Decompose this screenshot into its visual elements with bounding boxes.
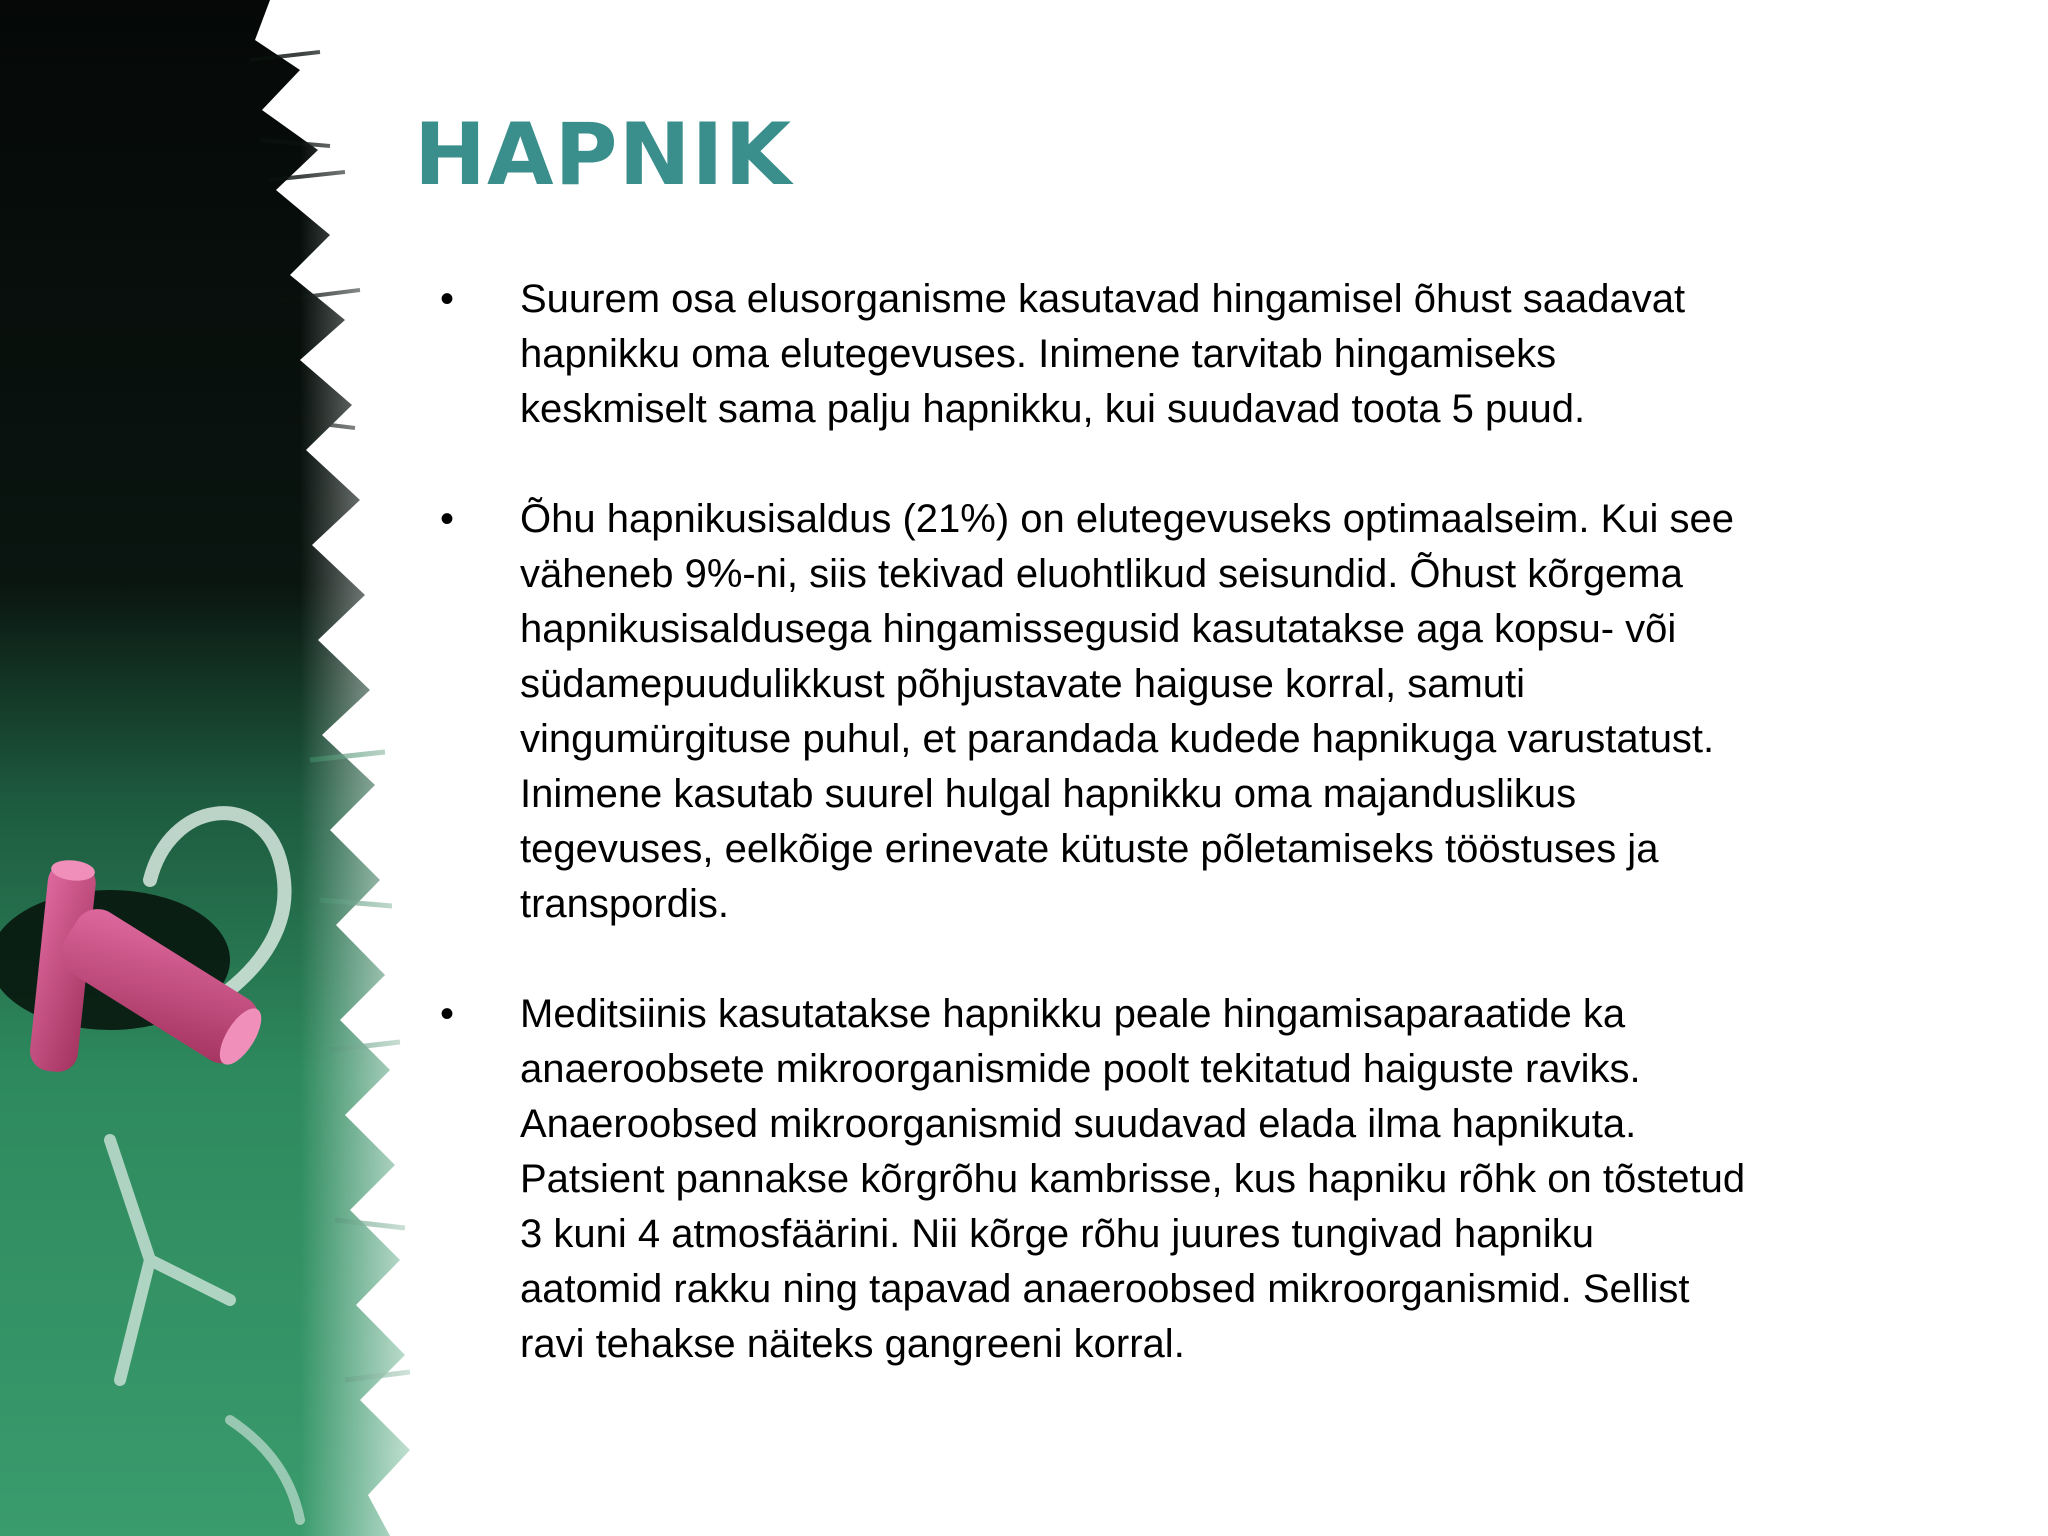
bullet-text: Õhu hapnikusisaldus (21%) on elutegevuseks optimaalseim. Kui see väheneb 9%-ni, siis tekivad eluohtlikud seisundid. Õhust kõrgema hapnikusisaldusega hingamissegusid kasutatakse aga kopsu- või südamepuudulikkust põhjustavate haiguse korral, samuti vingumürgituse puhul, et parandada kudede hapnikuga varustatust. Inimene kasutab suurel hulgal hapnikku oma majanduslikus tegevuses, eelkõige erinevate kütuste põletamiseks tööstuses ja transpordis. [520,497,1735,926]
bullet-dot-icon: • [440,497,455,541]
bullet-item [440,987,1940,1372]
bullet-text: Meditsiinis kasutatakse hapnikku peale hingamisaparaatide ka anaeroobsete mikroorganismide poolt tekitatud haiguste raviks. Anaeroobsed mikroorganismid suudavad elada ilma hapnikuta. Patsient pannakse kõrgrõhu kambrisse, kus hapniku rõhk on tõstetud 3 kuni 4 atmosfäärini. Nii kõrge rõhu juures tungivad hapniku aatomid rakku ning tapavad anaeroobsed mikroorganismid. Sellist ravi tehakse näiteks gangreeni korral. [520,992,1746,1366]
slide-title: HAPNIK [414,105,793,205]
bullet-item [440,272,1940,437]
bullet-dot-icon: • [440,992,455,1036]
bullet-list [440,272,1940,1427]
bullet-dot-icon: • [440,277,455,321]
chalkboard-with-chalk-icon [0,0,460,1536]
bullet-item [440,492,1940,932]
bullet-text: Suurem osa elusorganisme kasutavad hingamisel õhust saadavat hapnikku oma elutegevuses. Inimene tarvitab hingamiseks keskmiselt sama palju hapnikku, kui suudavad toota 5 puud. [520,277,1686,431]
